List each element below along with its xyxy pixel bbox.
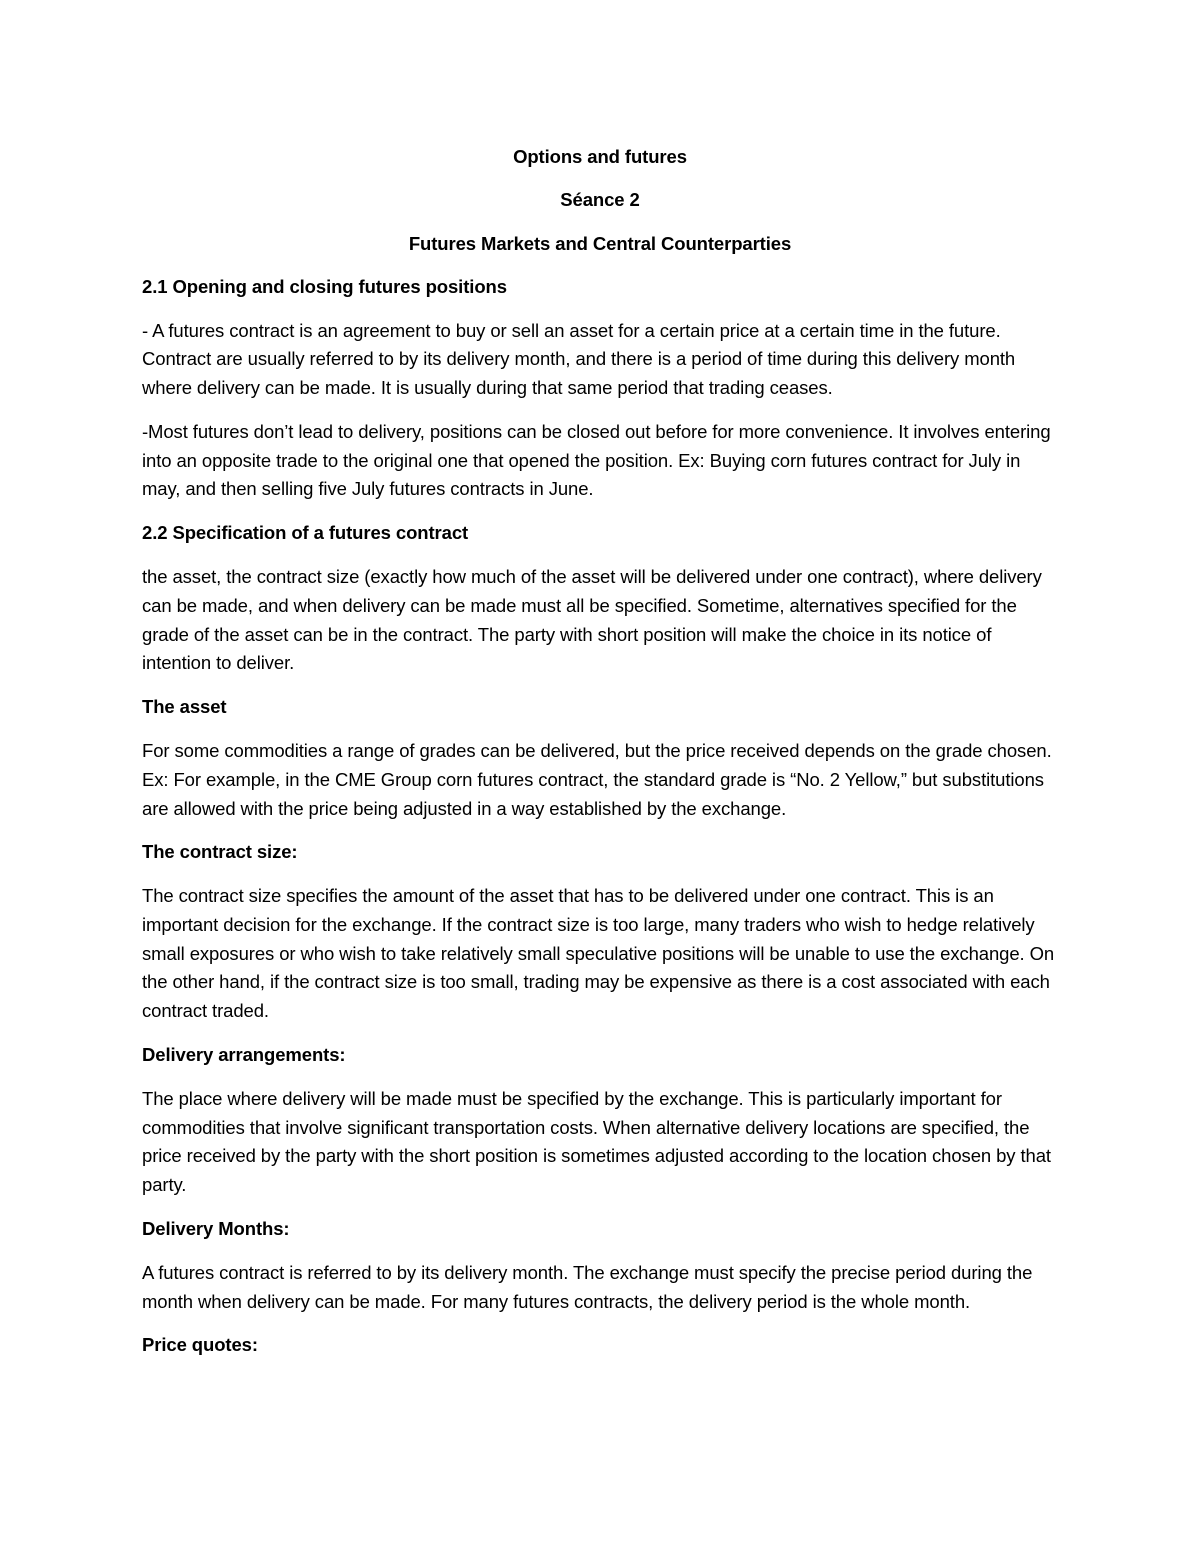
section-heading-specification: 2.2 Specification of a futures contract [142,522,469,544]
paragraph-delivery-arrangements: The place where delivery will be made must be specified by the exchange. This is particularly important for commodities that involve significant transportation costs. When alternative delivery locations are specified, the price received by the party with the short position is sometimes adjusted according to the location chosen by that party. [142,1087,1051,1196]
paragraph-closing-positions: -Most futures don’t lead to delivery, positions can be closed out before for more convenience. It involves entering into an opposite trade to the original one that opened the position. Ex: Buying corn futures contract for July in may, and then selling five July futures contracts in June. [142,421,1051,500]
document-title: Options and futures [513,146,687,167]
section-heading-asset: The asset [142,696,227,718]
document-body [142,143,1058,1375]
section-heading-price-quotes: Price quotes: [142,1334,258,1356]
paragraph-specification: the asset, the contract size (exactly how much of the asset will be delivered under one contract), where delivery can be made, and when delivery can be made must all be specified. Sometime, alternatives specified for the grade of the asset can be in the contract. The party with short position will make the choice in its notice of intention to deliver. [142,566,1042,674]
section-heading-opening-closing: 2.1 Opening and closing futures positions [142,275,507,297]
section-heading-delivery-arrangements: Delivery arrangements: [142,1044,346,1066]
session-label: Séance 2 [560,189,640,211]
section-heading-contract-size: The contract size: [142,841,298,863]
document-subtitle: Futures Markets and Central Counterparties [408,232,792,254]
paragraph-contract-size: The contract size specifies the amount of the asset that has to be delivered under one contract. This is an important decision for the exchange. If the contract size is too large, many traders who wish to hedge relatively small exposures or who wish to take relatively small speculative positions will be unable to use the exchange. On the other hand, if the contract size is too small, trading may be expensive as there is a cost associated with each contract traded. [142,885,1055,1022]
paragraph-futures-definition: - A futures contract is an agreement to buy or sell an asset for a certain price at a certain time in the future. Contract are usually referred to by its delivery month, and there is a period of time during this delivery month where delivery can be made. It is usually during that same period that trading ceases. [142,319,1016,399]
section-heading-delivery-months: Delivery Months: [142,1217,290,1239]
paragraph-delivery-months: A futures contract is referred to by its delivery month. The exchange must specify the precise period during the month when delivery can be made. For many futures contracts, the delivery period is the whole month. [142,1261,1033,1312]
paragraph-asset: For some commodities a range of grades can be delivered, but the price received depends on the grade chosen. Ex: For example, in the CME Group corn futures contract, the standard grade is “No. 2 Yellow,” but substitutions are allowed with the price being adjusted in a way established by the exchange. [142,740,1052,819]
